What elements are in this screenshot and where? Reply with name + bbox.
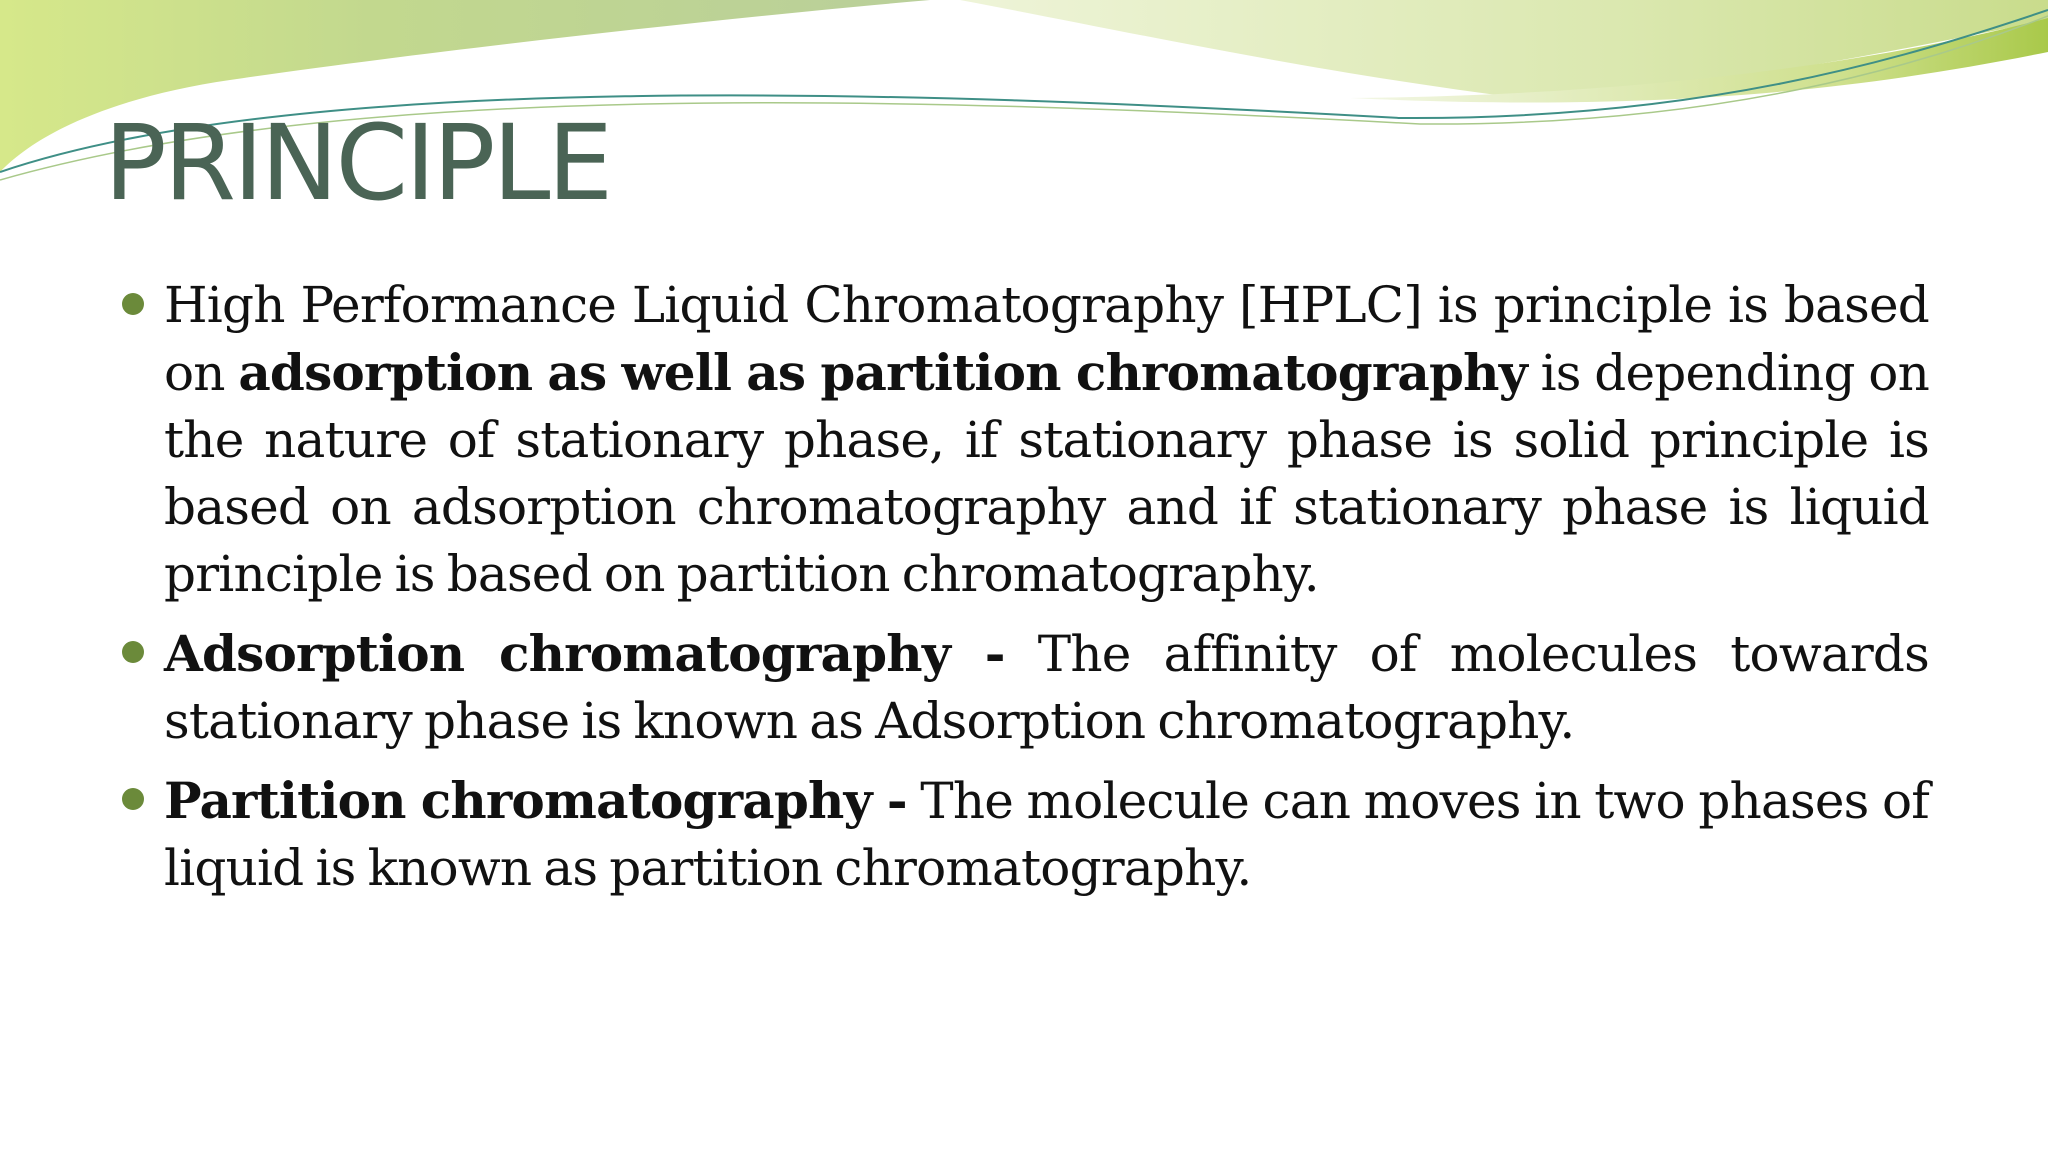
bullet-rest-text: is depending on the nature of stationary phase, if stationary phase is solid principle is based on adsorption chromatography and if stationary phase is liquid principle is based on partition chromatography. [164,344,1929,603]
bullet-bold-text: Partition chromatography - [164,771,907,830]
bullet-item-partition [164,767,1929,902]
bullet-bold-text: Adsorption chromatography - [164,624,1005,683]
bullet-lead-text: High Performance Liquid Chromatography [HPLC] is principle is based on [164,276,1929,402]
bullet-rest-text: The molecule can moves in two phases of liquid is known as partition chromatography. [164,772,1930,897]
bullet-dot-icon [122,788,144,810]
swoosh-right-shape [960,0,2048,98]
bullet-list [164,272,1929,914]
bullet-item-adsorption [164,620,1929,755]
slide-title: PRINCIPLE [104,102,611,224]
bullet-item-hplc-principle [164,272,1929,608]
bullet-rest-text: The affinity of molecules towards stationary phase is known as Adsorption chromatography. [164,625,1929,750]
bullet-dot-icon [122,293,144,315]
bullet-dot-icon [122,641,144,663]
bullet-bold-text: adsorption as well as partition chromatography [238,343,1527,402]
